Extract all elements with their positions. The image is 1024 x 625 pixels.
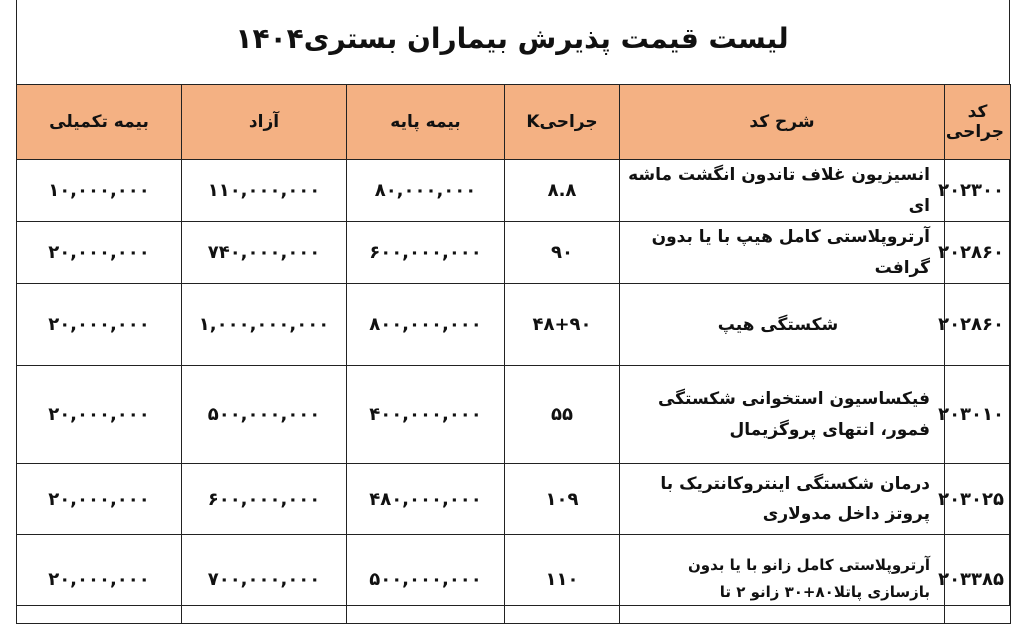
basic-cell: ۸۰,۰۰۰,۰۰۰: [347, 160, 505, 222]
code-cell: ۲۰۲۸۶۰: [945, 284, 1011, 366]
free-cell: ۵۰۰,۰۰۰,۰۰۰: [182, 366, 347, 464]
basic-cell: ۸۰۰,۰۰۰,۰۰۰: [347, 284, 505, 366]
supplementary-cell: ۲۰,۰۰۰,۰۰۰: [17, 535, 182, 624]
table-row: [17, 160, 1011, 222]
table-row: [17, 535, 1011, 624]
supplementary-cell: ۲۰,۰۰۰,۰۰۰: [17, 284, 182, 366]
free-cell: ۱۱۰,۰۰۰,۰۰۰: [182, 160, 347, 222]
description-cell: فیکساسیون استخوانی شکستگی فمور، انتهای پروگزیمال: [620, 366, 945, 464]
free-cell: ۶۰۰,۰۰۰,۰۰۰: [182, 464, 347, 535]
code-cell: ۲۰۳۰۲۵: [945, 464, 1011, 535]
header-free: آزاد: [182, 85, 347, 160]
code-cell: ۲۰۳۳۸۵: [945, 535, 1011, 624]
price-table: [16, 84, 1011, 624]
supplementary-cell: ۲۰,۰۰۰,۰۰۰: [17, 464, 182, 535]
table-header-row: [17, 85, 1011, 160]
k-cell: ۱۱۰: [505, 535, 620, 624]
basic-cell: ۴۸۰,۰۰۰,۰۰۰: [347, 464, 505, 535]
supplementary-cell: ۲۰,۰۰۰,۰۰۰: [17, 366, 182, 464]
basic-cell: ۶۰۰,۰۰۰,۰۰۰: [347, 222, 505, 284]
basic-cell: ۴۰۰,۰۰۰,۰۰۰: [347, 366, 505, 464]
table-row: [17, 284, 1011, 366]
supplementary-cell: ۲۰,۰۰۰,۰۰۰: [17, 222, 182, 284]
page-title: لیست قیمت پذیرش بیماران بستری۱۴۰۴: [235, 22, 789, 55]
table-row: [17, 222, 1011, 284]
header-surgery-k: جراحیK: [505, 85, 620, 160]
k-cell: ۵۵: [505, 366, 620, 464]
code-cell: ۲۰۲۸۶۰: [945, 222, 1011, 284]
description-cell: آرتروپلاستی کامل زانو با یا بدون بازسازی پاتلا۸۰+۳۰ زانو ۲ تا: [620, 535, 945, 624]
k-cell: ۹۰: [505, 222, 620, 284]
header-code: کد جراحی: [945, 85, 1011, 160]
free-cell: ۷۴۰,۰۰۰,۰۰۰: [182, 222, 347, 284]
k-cell: ۱۰۹: [505, 464, 620, 535]
code-cell: ۲۰۳۰۱۰: [945, 366, 1011, 464]
description-cell: درمان شکستگی اینتروکانتریک با پروتز داخل مدولاری: [620, 464, 945, 535]
code-cell: ۲۰۲۳۰۰: [945, 160, 1011, 222]
table-row: [17, 464, 1011, 535]
table-row: [17, 366, 1011, 464]
free-cell: ۱,۰۰۰,۰۰۰,۰۰۰: [182, 284, 347, 366]
description-cell: آرتروپلاستی کامل هیپ با یا بدون گرافت: [620, 222, 945, 284]
header-description: شرح کد: [620, 85, 945, 160]
k-cell: ۸.۸: [505, 160, 620, 222]
description-cell: انسیزیون غلاف تاندون انگشت ماشه ای: [620, 160, 945, 222]
free-cell: ۷۰۰,۰۰۰,۰۰۰: [182, 535, 347, 624]
header-basic-insurance: بیمه پایه: [347, 85, 505, 160]
supplementary-cell: ۱۰,۰۰۰,۰۰۰: [17, 160, 182, 222]
header-supplementary-insurance: بیمه تکمیلی: [17, 85, 182, 160]
k-cell: ۴۸+۹۰: [505, 284, 620, 366]
description-cell: شکستگی هیپ: [620, 284, 945, 366]
basic-cell: ۵۰۰,۰۰۰,۰۰۰: [347, 535, 505, 624]
